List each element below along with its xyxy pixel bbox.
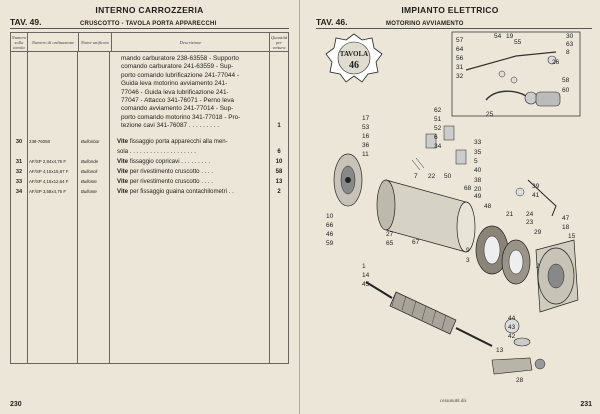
- table-row: [11, 137, 288, 146]
- callout: 38: [474, 177, 482, 184]
- callout: 62: [434, 107, 442, 114]
- page-number: 231: [580, 401, 592, 408]
- desc-line: porto comando motorino 341-77018 - Pro-: [121, 113, 241, 121]
- row-description: sola . . . . . . . . . . . . . . . . . . . .: [117, 148, 196, 155]
- callout: 18: [562, 224, 570, 231]
- row-code: 238-76058: [29, 139, 50, 144]
- parts-table: [10, 32, 289, 364]
- desc-line: 77046 - Guida leva lubrificazione 241-: [121, 88, 229, 96]
- callout: 34: [434, 143, 442, 150]
- col-order-number: Numero di ordinazione: [28, 33, 79, 51]
- callout: 43: [508, 324, 516, 331]
- illustrator-signature: cessunatk.dis: [440, 399, 467, 404]
- callout: 56: [456, 55, 464, 62]
- callout: 39: [532, 183, 540, 190]
- callout: 52: [434, 125, 442, 132]
- callout: 49: [474, 193, 482, 200]
- callout: 24: [526, 211, 534, 218]
- emblem-number: 46: [349, 60, 359, 71]
- table-header-row: [316, 17, 590, 27]
- callout: 42: [508, 333, 516, 340]
- continued-quantity: 1: [277, 123, 281, 129]
- callout: 47: [562, 215, 570, 222]
- tavola-emblem: [326, 34, 382, 82]
- col-description: Descrizione: [112, 33, 270, 51]
- callout: 2: [536, 263, 540, 270]
- row-description: Vite per rivestimento cruscotto . . . .: [117, 178, 214, 185]
- row-code: AF/SP 4,15x15,87 F: [29, 169, 69, 174]
- table-row: [11, 167, 288, 176]
- callout: 23: [526, 219, 534, 226]
- field-coil: [476, 226, 530, 284]
- callout: 28: [516, 377, 524, 384]
- table-header-row: [10, 17, 289, 27]
- callout: 26: [552, 59, 560, 66]
- callout: 31: [456, 64, 464, 71]
- callout: 58: [562, 77, 570, 84]
- armature: [366, 282, 492, 346]
- col-quantity: Quantità per vettura: [270, 34, 288, 50]
- callout: 7: [414, 173, 418, 180]
- callout: 35: [474, 149, 482, 156]
- row-name: Bullonte: [81, 189, 97, 194]
- callout: 32: [456, 73, 464, 80]
- col-unified-name: Nome unificato: [79, 33, 112, 51]
- end-cover: [334, 154, 362, 206]
- row-number: 34: [15, 188, 23, 195]
- desc-line: Guida leva motorino avviamento 241-: [121, 80, 228, 88]
- desc-line: tezione cavi 341-76087 . . . . . . . . .: [121, 122, 220, 130]
- row-description: Vite fissaggio copricavi . . . . . . . . .: [117, 158, 211, 165]
- row-number: 30: [15, 138, 23, 145]
- row-quantity: 10: [275, 158, 283, 165]
- column-divider: [27, 51, 28, 363]
- header-rule: [10, 28, 289, 29]
- column-divider: [77, 51, 78, 363]
- callout: 67: [412, 239, 420, 246]
- table-row: [11, 157, 288, 166]
- callout: 63: [566, 41, 574, 48]
- callout: 65: [386, 240, 394, 247]
- callout: 40: [474, 167, 482, 174]
- desc-line: comando carburatore 241-63559 - Sup-: [121, 63, 234, 71]
- callout: 53: [362, 124, 370, 131]
- callout: 27: [386, 231, 394, 238]
- callout: 41: [532, 192, 540, 199]
- table-row: [11, 177, 288, 186]
- callout: 57: [456, 37, 464, 44]
- drive-end-housing: [536, 240, 578, 312]
- callout: 3: [466, 257, 470, 264]
- page-number: 230: [10, 401, 22, 408]
- callout: 21: [506, 211, 514, 218]
- right-page: [300, 0, 600, 414]
- callout: 16: [362, 133, 370, 140]
- section-subtitle: CRUSCOTTO - TAVOLA PORTA APPARECCHI: [80, 21, 217, 27]
- page-title: IMPIANTO ELETTRICO: [401, 5, 499, 15]
- row-code: AF/SP 4,15x12,64 F: [29, 179, 69, 184]
- emblem-label: TAVOLA: [339, 50, 369, 58]
- column-divider: [109, 51, 110, 363]
- tav-number: TAV. 46.: [316, 17, 348, 27]
- callout: 33: [474, 139, 482, 146]
- callout: 9: [466, 247, 470, 254]
- callout: 1: [362, 263, 366, 270]
- callout: 44: [508, 315, 516, 322]
- col-number: Numero sulla tavola: [11, 34, 27, 50]
- row-name: Bullonte: [81, 179, 97, 184]
- desc-line: porto comando lubrificazione 241-77044 -: [121, 71, 239, 79]
- table-column-headers: [11, 33, 288, 52]
- callout: 68: [464, 185, 472, 192]
- desc-line: mando carburatore 238-63558 - Supporto: [121, 55, 239, 62]
- callout: 66: [326, 222, 334, 229]
- callout: 22: [428, 173, 436, 180]
- callout: 60: [562, 87, 570, 94]
- row-name: Bullonbar: [81, 139, 100, 144]
- callout: 5: [474, 158, 478, 165]
- callout: 14: [362, 272, 370, 279]
- callout: 59: [326, 240, 334, 247]
- row-number: 32: [15, 168, 23, 175]
- callout: 15: [568, 233, 576, 240]
- callout: 29: [534, 229, 542, 236]
- callout: 20: [474, 186, 482, 193]
- table-row: [11, 187, 288, 196]
- row-description: Vite fissaggio porta apparecchi alla men-: [117, 138, 228, 145]
- row-code: AF/SP 3,58x4,76 F: [29, 189, 67, 194]
- callout: 19: [506, 33, 514, 40]
- row-quantity: 6: [277, 148, 281, 155]
- desc-line: 77047 - Attacco 341-76071 - Perno leva: [121, 97, 234, 105]
- desc-line: comando avviamento 241-77014 - Sup-: [121, 105, 234, 113]
- callout: 55: [514, 39, 522, 46]
- callout: 10: [326, 213, 334, 220]
- row-description: Vite per fissaggio guaina contachilometri . .: [117, 188, 234, 195]
- callout: 8: [566, 49, 570, 56]
- callout: 46: [326, 231, 334, 238]
- row-code: AF/SP 2,84x4,76 F: [29, 159, 67, 164]
- callout: 54: [494, 33, 502, 40]
- header-rule: [316, 28, 592, 29]
- callout: 17: [362, 115, 370, 122]
- row-number: 33: [15, 178, 23, 185]
- callout: 50: [444, 173, 452, 180]
- row-description: Vite per rivestimento cruscotto . . . .: [117, 168, 214, 175]
- row-quantity: 13: [275, 178, 283, 185]
- exploded-diagram: [316, 30, 590, 400]
- callout: 64: [456, 46, 464, 53]
- callout: 51: [434, 116, 442, 123]
- tav-number: TAV. 49.: [10, 17, 42, 27]
- callout: 48: [484, 203, 492, 210]
- row-name: Bullonde: [81, 159, 99, 164]
- page-title: INTERNO CARROZZERIA: [95, 5, 204, 15]
- callout: 13: [496, 347, 504, 354]
- callout: 45: [362, 281, 370, 288]
- continued-description: [121, 55, 271, 131]
- callout: 30: [566, 33, 574, 40]
- callout: 36: [362, 142, 370, 149]
- row-number: 31: [15, 158, 23, 165]
- callout: 11: [362, 151, 369, 158]
- callout: 25: [486, 111, 494, 118]
- row-quantity: 58: [275, 168, 283, 175]
- row-name: Bullonck: [81, 169, 98, 174]
- table-row: [11, 147, 288, 156]
- callout: 6: [434, 134, 438, 141]
- section-subtitle: MOTORINO AVVIAMENTO: [386, 21, 464, 27]
- row-quantity: 2: [277, 188, 281, 195]
